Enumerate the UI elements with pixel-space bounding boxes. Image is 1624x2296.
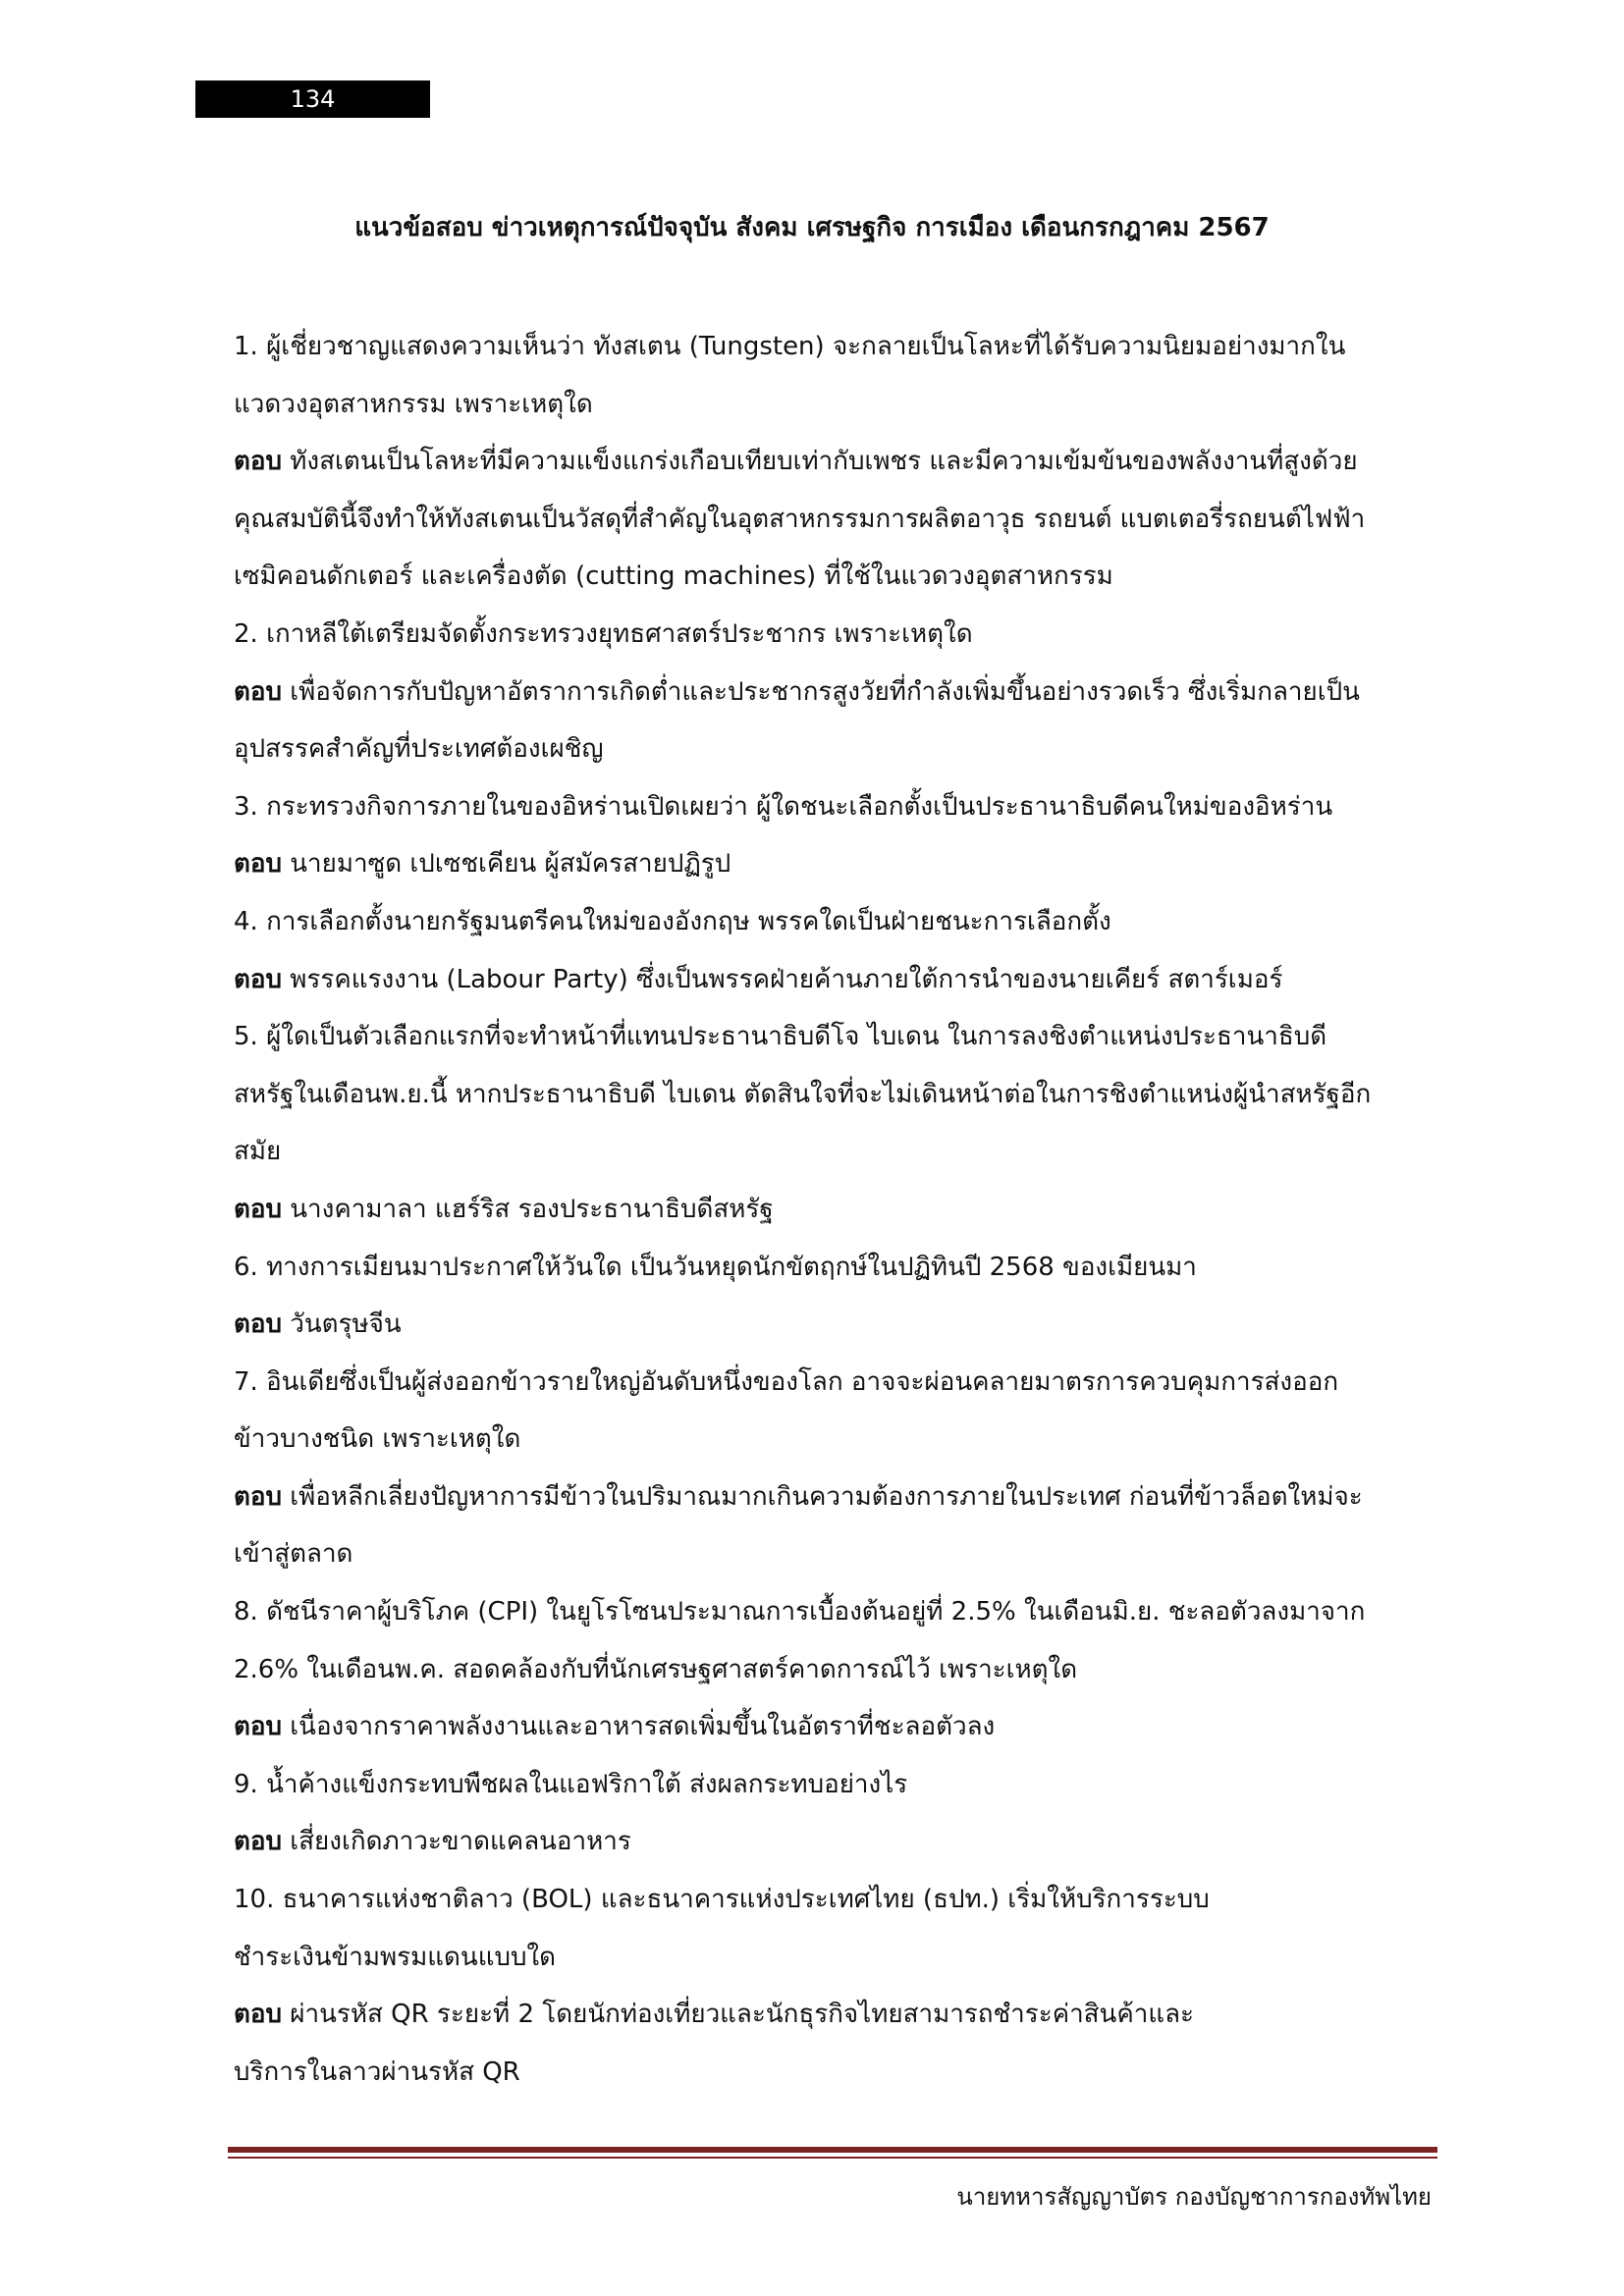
footer-divider-thin [228, 2157, 1437, 2159]
question-8-line-2: 2.6% ในเดือนพ.ค. สอดคล้องกับที่นักเศรษฐศาสตร์คาดการณ์ไว้ เพราะเหตุใด [234, 1654, 1078, 1684]
answer-2-line-1 [234, 664, 1451, 721]
question-7-line-1: 7. อินเดียซึ่งเป็นผู้ส่งออกข้าวรายใหญ่อันดับหนึ่งของโลก อาจจะผ่อนคลายมาตรการควบคุมการส่งออก [234, 1366, 1339, 1397]
answer-7-line-2: เข้าสู่ตลาด [234, 1539, 353, 1570]
answer-4 [234, 951, 1451, 1009]
answer-2-line-2: อุปสรรคสำคัญที่ประเทศต้องเผชิญ [234, 734, 604, 765]
question-1-line-2: แวดวงอุตสาหกรรม เพราะเหตุใด [234, 389, 593, 419]
question-8-line-1: 8. ดัชนีราคาผู้บริโภค (CPI) ในยูโรโซนประมาณการเบื้องต้นอยู่ที่ 2.5% ในเดือนมิ.ย. ชะลอตัวลงมาจาก [234, 1597, 1366, 1628]
answer-2-text: เพื่อจัดการกับปัญหาอัตราการเกิดต่ำและประชากรสูงวัยที่กำลังเพิ่มขึ้นอย่างรวดเร็ว ซึ่งเริ่มกลายเป็น [290, 676, 1360, 707]
question-10-line-2: ชำระเงินข้ามพรมแดนแบบใด [234, 1942, 557, 1972]
answer-label: ตอบ [234, 1712, 283, 1742]
question-5-line-2: สหรัฐในเดือนพ.ย.นี้ หากประธานาธิบดี ไบเดน ตัดสินใจที่จะไม่เดินหน้าต่อในการชิงตำแหน่งผู้นำสหรัฐอีก [234, 1079, 1372, 1109]
question-7-line-2: ข้าวบางชนิด เพราะเหตุใด [234, 1424, 521, 1455]
answer-9-text: เสี่ยงเกิดภาวะขาดแคลนอาหาร [290, 1827, 631, 1857]
answer-1-line-1 [234, 433, 1451, 491]
answer-1-line-2: คุณสมบัตินี้จึงทำให้ทังสเตนเป็นวัสดุที่สำคัญในอุตสาหกรรมการผลิตอาวุธ รถยนต์ แบตเตอรี่รถยนต์ไฟฟ้า [234, 504, 1366, 534]
answer-4-text: พรรคแรงงาน (Labour Party) ซึ่งเป็นพรรคฝ่ายค้านภายใต้การนำของนายเคียร์ สตาร์เมอร์ [290, 964, 1283, 994]
answer-8 [234, 1698, 1451, 1756]
answer-9 [234, 1813, 1451, 1871]
question-6: 6. ทางการเมียนมาประกาศให้วันใด เป็นวันหยุดนักขัตฤกษ์ในปฏิทินปี 2568 ของเมียนมา [234, 1252, 1197, 1282]
question-5-line-3: สมัย [234, 1137, 282, 1167]
answer-label: ตอบ [234, 447, 283, 477]
answer-3-text: นายมาซูด เปเซชเคียน ผู้สมัครสายปฏิรูป [290, 849, 731, 880]
answer-label: ตอบ [234, 849, 283, 880]
answer-label: ตอบ [234, 676, 283, 707]
answer-label: ตอบ [234, 1827, 283, 1857]
question-list [234, 318, 1451, 2101]
answer-10-line-1 [234, 1986, 1451, 2044]
footer-text: นายทหารสัญญาบัตร กองบัญชาการกองทัพไทย [956, 2183, 1432, 2211]
question-2: 2. เกาหลีใต้เตรียมจัดตั้งกระทรวงยุทธศาสตร์ประชากร เพราะเหตุใด [234, 618, 973, 649]
page-title: แนวข้อสอบ ข่าวเหตุการณ์ปัจจุบัน สังคม เศรษฐกิจ การเมือง เดือนกรกฎาคม 2567 [354, 213, 1270, 242]
question-3: 3. กระทรวงกิจการภายในของอิหร่านเปิดเผยว่า ผู้ใดชนะเลือกตั้งเป็นประธานาธิบดีคนใหม่ของอิหร่าน [234, 791, 1333, 822]
question-10-line-1: 10. ธนาคารแห่งชาติลาว (BOL) และธนาคารแห่งประเทศไทย (ธปท.) เริ่มให้บริการระบบ [234, 1885, 1210, 1915]
question-4: 4. การเลือกตั้งนายกรัฐมนตรีคนใหม่ของอังกฤษ พรรคใดเป็นฝ่ายชนะการเลือกตั้ง [234, 906, 1111, 936]
question-5-line-1: 5. ผู้ใดเป็นตัวเลือกแรกที่จะทำหน้าที่แทนประธานาธิบดีโจ ไบเดน ในการลงชิงตำแหน่งประธานาธิบดี [234, 1022, 1327, 1052]
answer-label: ตอบ [234, 1309, 283, 1340]
answer-6-text: วันตรุษจีน [290, 1309, 402, 1340]
answer-10-text: ผ่านรหัส QR ระยะที่ 2 โดยนักท่องเที่ยวและนักธุรกิจไทยสามารถชำระค่าสินค้าและ [290, 2000, 1194, 2030]
answer-10-line-2: บริการในลาวผ่านรหัส QR [234, 2056, 520, 2087]
answer-3 [234, 835, 1451, 893]
question-1-line-1: 1. ผู้เชี่ยวชาญแสดงความเห็นว่า ทังสเตน (Tungsten) จะกลายเป็นโลหะที่ได้รับความนิยมอย่างมากใน [234, 332, 1346, 361]
answer-label: ตอบ [234, 2000, 283, 2030]
answer-7-text: เพื่อหลีกเลี่ยงปัญหาการมีข้าวในปริมาณมากเกินความต้องการภายในประเทศ ก่อนที่ข้าวล็อตใหม่จะ [290, 1481, 1363, 1512]
answer-1-text: ทังสเตนเป็นโลหะที่มีความแข็งแกร่งเกือบเทียบเท่ากับเพชร และมีความเข้มข้นของพลังงานที่สูงด้วย [290, 447, 1358, 477]
answer-label: ตอบ [234, 1194, 283, 1224]
page-number: 134 [195, 80, 430, 118]
answer-1-line-3: เซมิคอนดักเตอร์ และเครื่องตัด (cutting machines) ที่ใช้ในแวดวงอุตสาหกรรม [234, 561, 1113, 592]
answer-label: ตอบ [234, 964, 283, 994]
answer-7-line-1 [234, 1468, 1451, 1526]
answer-5 [234, 1181, 1451, 1239]
answer-label: ตอบ [234, 1481, 283, 1512]
footer-divider-thick [228, 2147, 1437, 2153]
answer-6 [234, 1296, 1451, 1354]
question-9: 9. น้ำค้างแข็งกระทบพืชผลในแอฟริกาใต้ ส่งผลกระทบอย่างไร [234, 1769, 908, 1799]
answer-8-text: เนื่องจากราคาพลังงานและอาหารสดเพิ่มขึ้นในอัตราที่ชะลอตัวลง [290, 1712, 996, 1742]
answer-5-text: นางคามาลา แฮร์ริส รองประธานาธิบดีสหรัฐ [290, 1194, 774, 1224]
